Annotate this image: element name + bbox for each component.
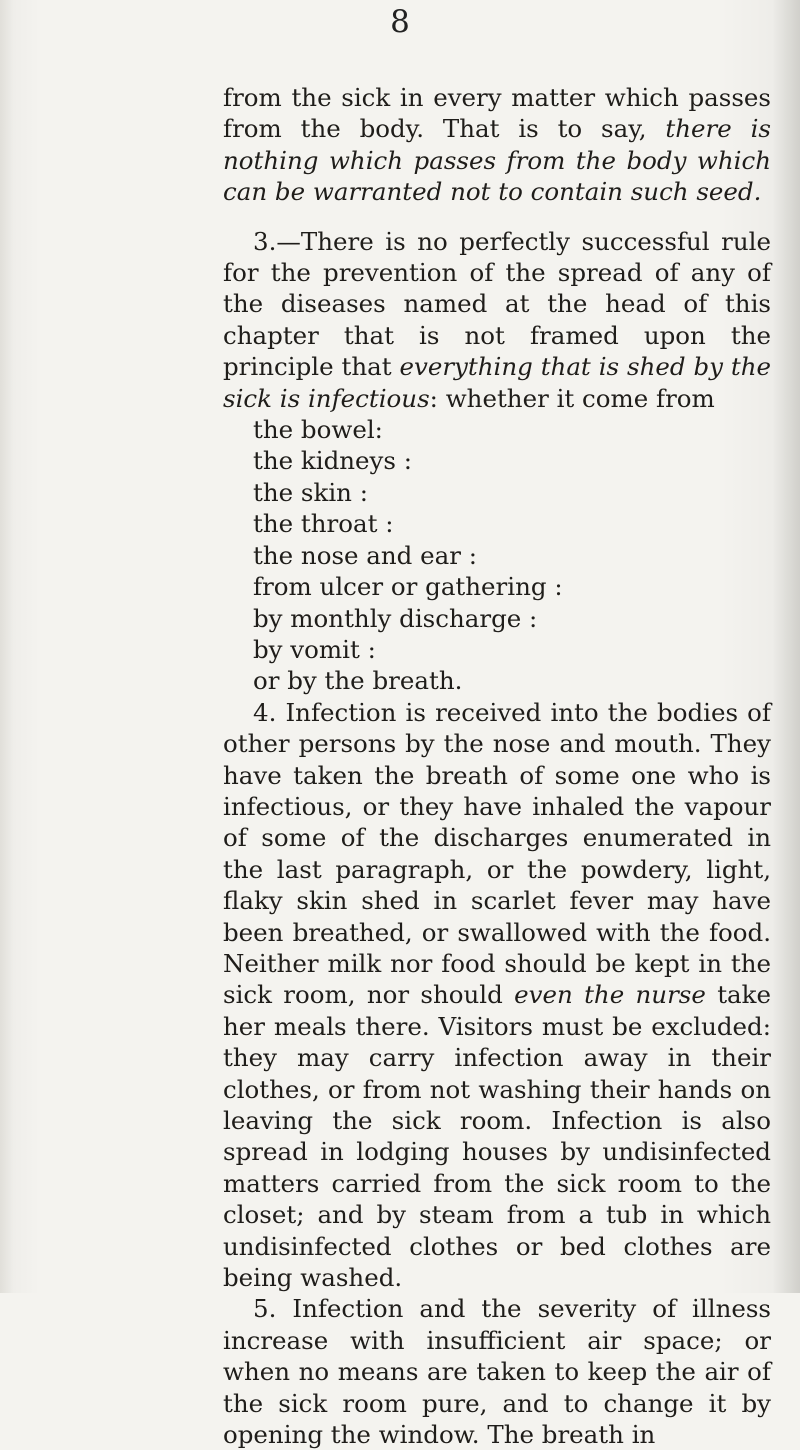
paragraph-text: from the sick in every matter which passes from the body. That is to say, [223, 83, 771, 144]
paragraph-text: 4. Infection is received into the bodies of other persons by the nose and mouth. They have taken the breath of some one who is infectious, or they have inhaled the vapour of some of the discharges enumerated in the last paragraph, or the powdery, light, flaky skin shed in scarlet fever may have been breathed, or swallowed with the food. Neither milk nor food should be kept in the sick room, nor should [223, 697, 771, 1010]
paragraph-text: : whether it come from [429, 383, 715, 413]
list-item: the throat : [253, 509, 394, 539]
list-item: the kidneys : [253, 446, 413, 476]
paragraph-text: 3.—There is no perfectly successful rule for the prevention of the spread of any of the diseases named at the head of this chapter that is not framed upon the principle that [223, 226, 771, 382]
page-left-edge [0, 0, 14, 1293]
paragraph-5: 5. Infection and the severity of illness increase with insufficient air space; or when no means are taken to keep the air of the sick room pure, and to change it by opening the window. The breath in [223, 1294, 771, 1450]
list-item: from ulcer or gathering : [253, 572, 563, 602]
italic-text: there is nothing which passes from the body which can be warranted not to contain such seed. [223, 114, 772, 207]
source-list [223, 414, 771, 697]
paragraph-3 [223, 226, 771, 414]
list-item: the skin : [253, 477, 368, 507]
italic-text: everything that is shed by the sick is infectious [223, 352, 771, 413]
list-item: by monthly discharge : [253, 603, 538, 633]
list-item: the bowel: [253, 415, 383, 445]
paragraph-continuation [223, 82, 771, 208]
paragraph-4 [223, 697, 771, 1294]
paragraph-text: take her meals there. Visitors must be excluded: they may carry infection away in their clothes, or from not washing their hands on leaving the sick room. Infection is also spread in lodging houses by undisinfected matters carried from the sick room to the closet; and by steam from a tub in which undisinfected clothes or bed clothes are being washed. [223, 980, 771, 1293]
body-text [223, 82, 771, 1450]
list-item: or by the breath. [253, 666, 463, 696]
list-item: the nose and ear : [253, 540, 478, 570]
italic-text: even the nurse [514, 980, 706, 1010]
list-item: by vomit : [253, 634, 376, 664]
page-right-edge-shadow [772, 0, 800, 1293]
page-number: 8 [390, 4, 410, 40]
